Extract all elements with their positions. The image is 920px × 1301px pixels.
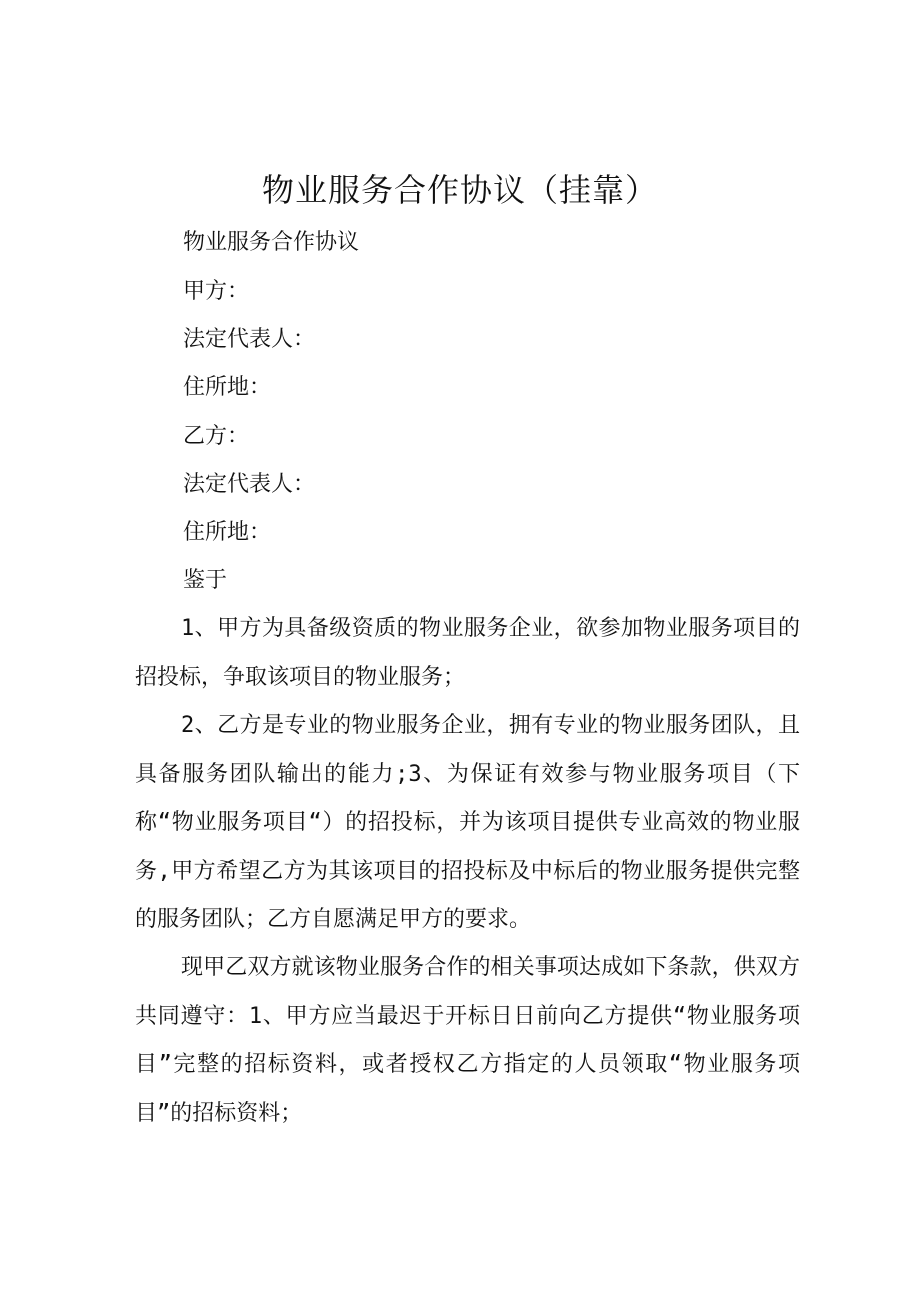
document-title: 物业服务合作协议（挂靠） — [261, 171, 658, 209]
clause-paragraph-1: 1、甲方为具备级资质的物业服务企业，欲参加物业服务项目的招投标，争取该项目的物业服务； — [135, 616, 800, 690]
party-b-address-label: 住所地： — [183, 520, 272, 545]
clause-paragraph-2: 2、乙方是专业的物业服务企业，拥有专业的物业服务团队，且具备服务团队输出的能力;3、为保证有效参与物业服务项目（下称“物业服务项目“）的招投标，并为该项目提供专业高效的物业服务,甲方希望乙方为其该项目的招投标及中标后的物业服务提供完整的服务团队；乙方自愿满足甲方的要求。 — [135, 713, 800, 932]
party-a-address-label: 住所地： — [183, 375, 272, 400]
party-a-representative-label: 法定代表人： — [183, 327, 316, 352]
party-a-label: 甲方： — [183, 279, 250, 304]
document-subtitle: 物业服务合作协议 — [183, 230, 360, 255]
party-b-representative-label: 法定代表人： — [183, 472, 316, 497]
whereas-label: 鉴于 — [183, 568, 228, 593]
party-b-label: 乙方： — [183, 424, 250, 449]
clause-paragraph-3: 现甲乙双方就该物业服务合作的相关事项达成如下条款，供双方共同遵守：1、甲方应当最迟于开标日日前向乙方提供“物业服务项目”完整的招标资料，或者授权乙方指定的人员领取“物业服务项目”的招标资料； — [135, 955, 800, 1126]
